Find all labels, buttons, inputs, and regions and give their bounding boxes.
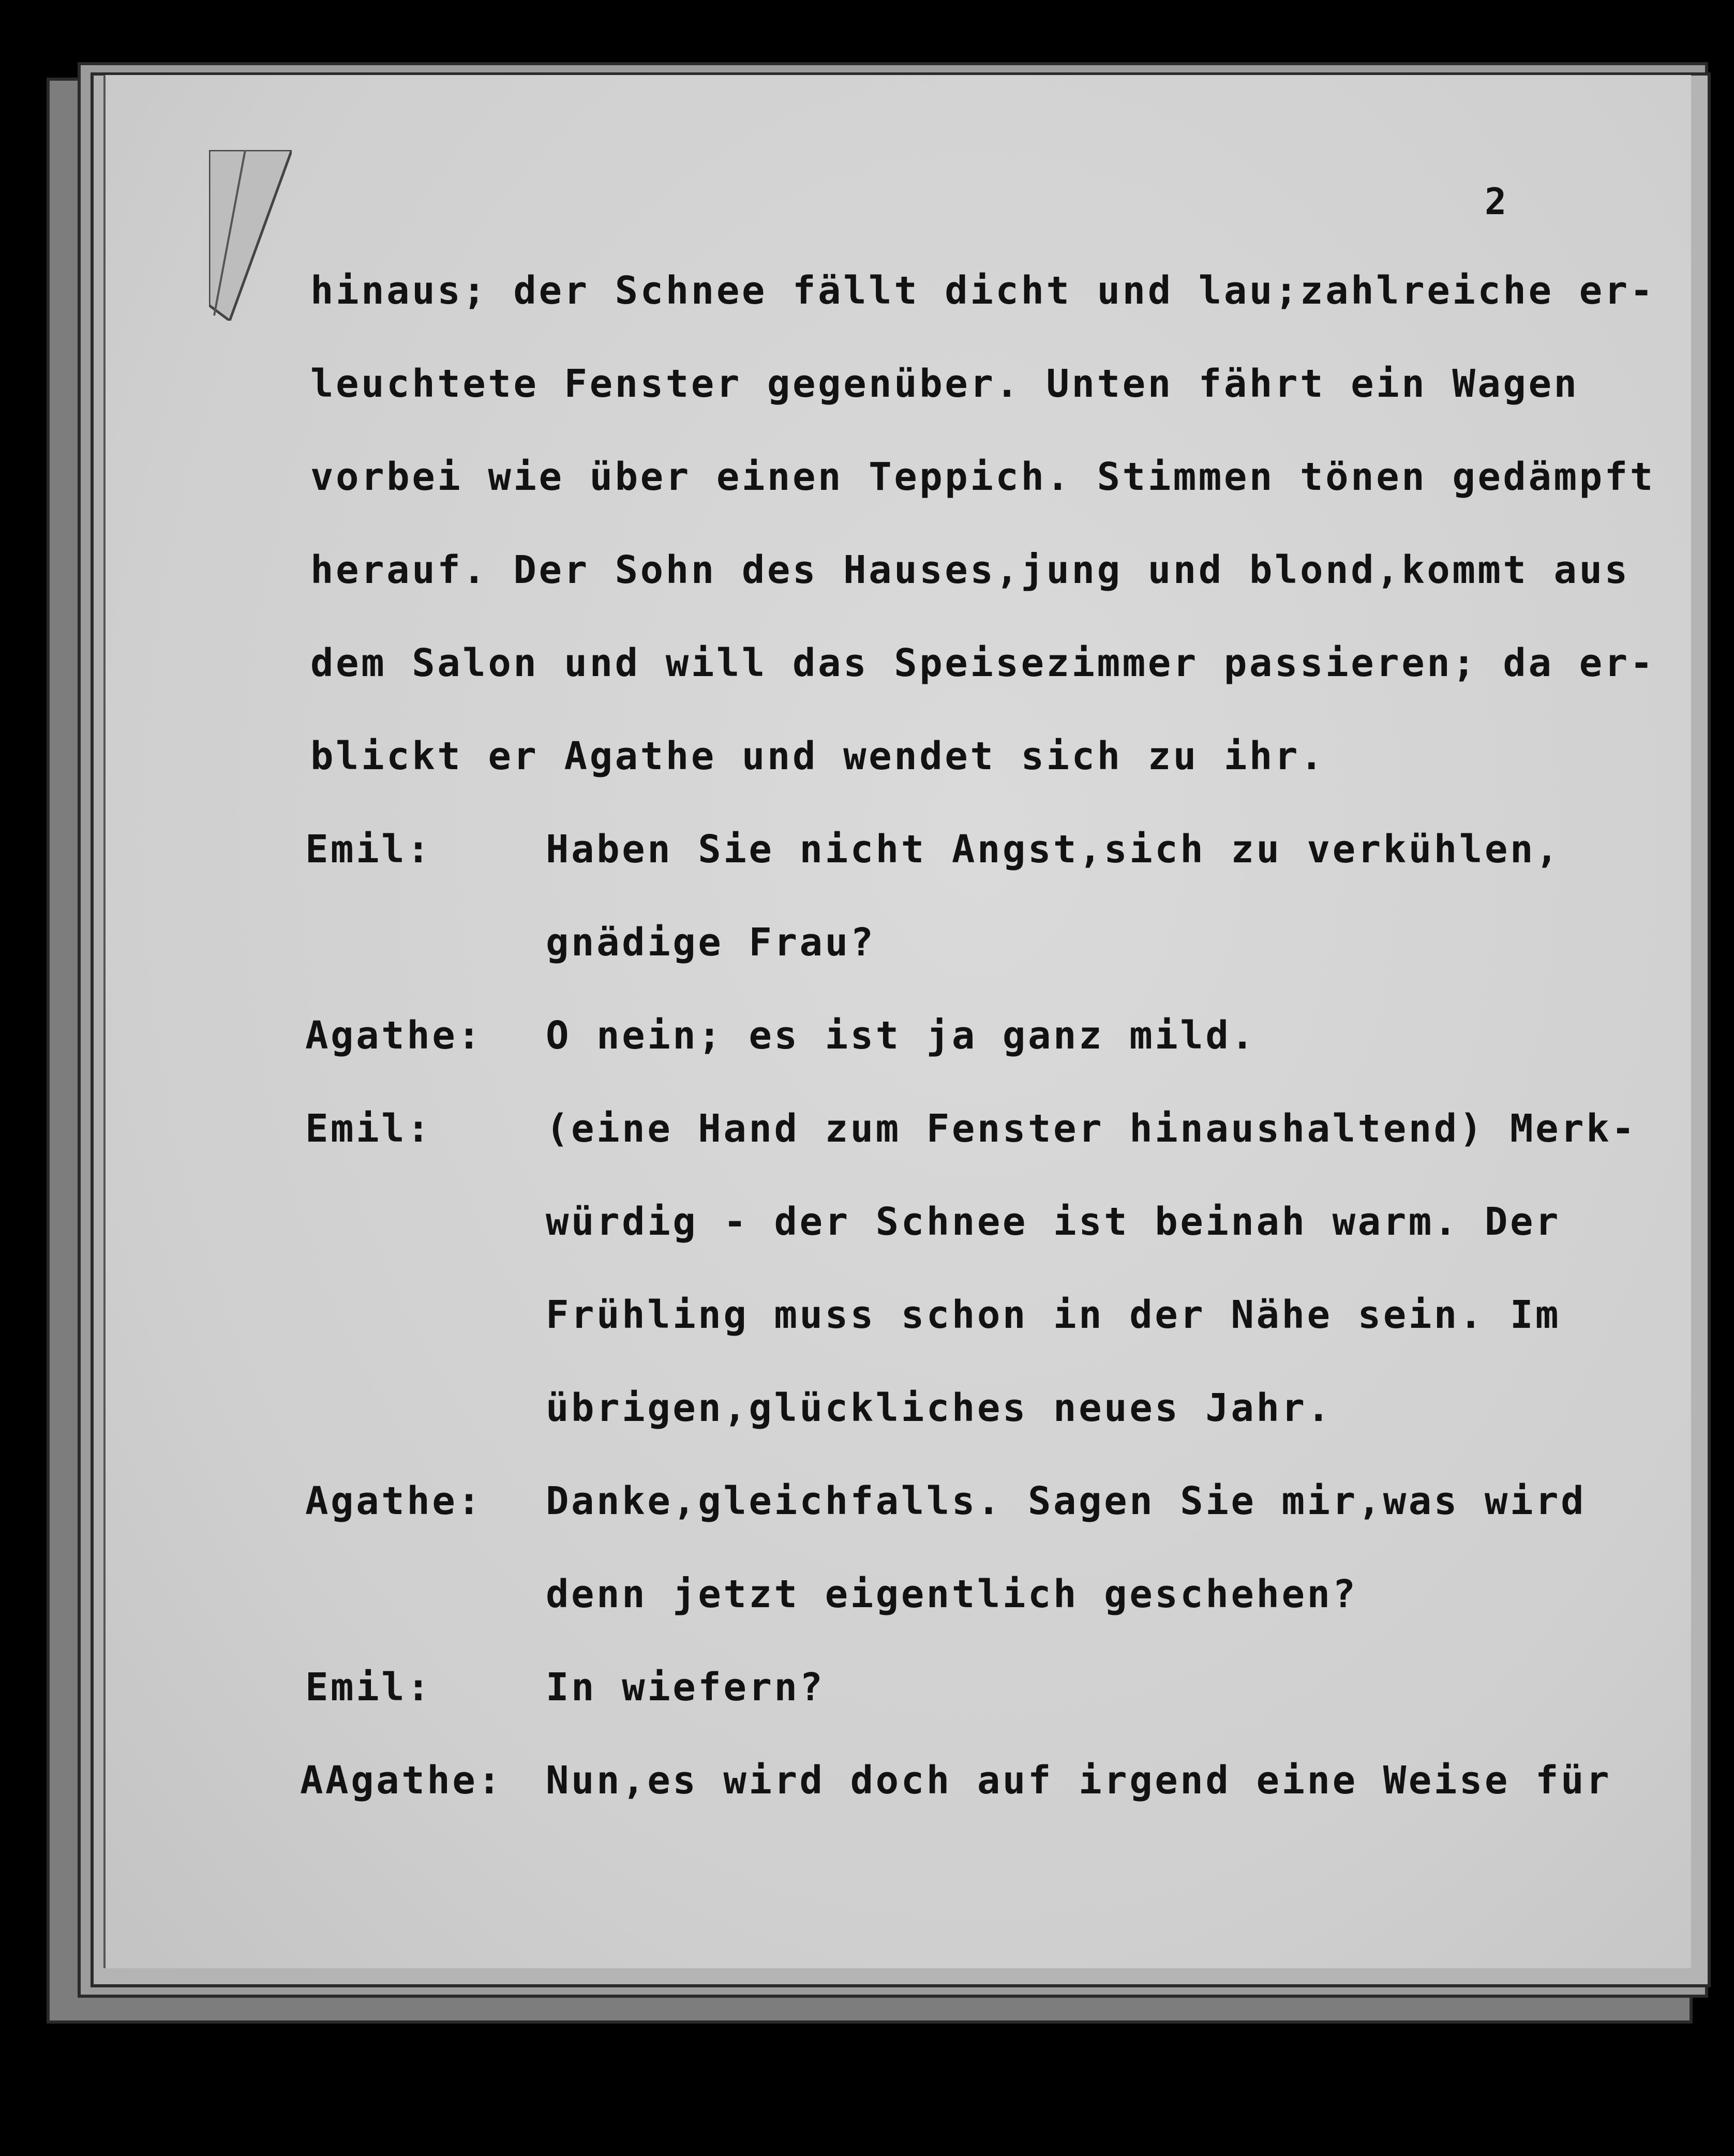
speech-line: Danke,gleichfalls. Sagen Sie mir,was wird bbox=[546, 1479, 1587, 1523]
speech-line: würdig - der Schnee ist beinah warm. Der bbox=[546, 1200, 1561, 1244]
speaker-label: Agathe: bbox=[305, 1013, 483, 1058]
speech-line: übrigen,glückliches neues Jahr. bbox=[546, 1386, 1333, 1430]
speech-line: gnädige Frau? bbox=[546, 920, 876, 965]
folded-corner bbox=[209, 150, 292, 321]
stage-direction-line: vorbei wie über einen Teppich. Stimmen tönen gedämpft bbox=[310, 455, 1655, 499]
stage-direction-line: herauf. Der Sohn des Hauses,jung und blond,kommt aus bbox=[310, 548, 1630, 592]
stage-direction-line: leuchtete Fenster gegenüber. Unten fährt ein Wagen bbox=[310, 362, 1579, 406]
stage-direction-line: hinaus; der Schnee fällt dicht und lau;zahlreiche er- bbox=[310, 268, 1655, 313]
stage-direction-line: dem Salon und will das Speisezimmer passieren; da er- bbox=[310, 641, 1655, 685]
speech-line: Haben Sie nicht Angst,sich zu verkühlen, bbox=[546, 827, 1561, 872]
speech-line: Nun,es wird doch auf irgend eine Weise für bbox=[546, 1758, 1612, 1803]
speaker-label: Emil: bbox=[305, 1106, 432, 1151]
speech-line: denn jetzt eigentlich geschehen? bbox=[546, 1572, 1358, 1616]
speech-line: In wiefern? bbox=[546, 1665, 825, 1710]
page-number: 2 bbox=[1485, 181, 1509, 223]
speech-line: Frühling muss schon in der Nähe sein. Im bbox=[546, 1293, 1561, 1337]
speaker-label: Emil: bbox=[305, 1665, 432, 1710]
speech-line: O nein; es ist ja ganz mild. bbox=[546, 1013, 1257, 1058]
speaker-label: AAgathe: bbox=[300, 1758, 503, 1803]
speech-line: (eine Hand zum Fenster hinaushaltend) Merk- bbox=[546, 1106, 1637, 1151]
speaker-label: Agathe: bbox=[305, 1479, 483, 1523]
speaker-label: Emil: bbox=[305, 827, 432, 872]
stage-direction-line: blickt er Agathe und wendet sich zu ihr. bbox=[310, 734, 1326, 778]
